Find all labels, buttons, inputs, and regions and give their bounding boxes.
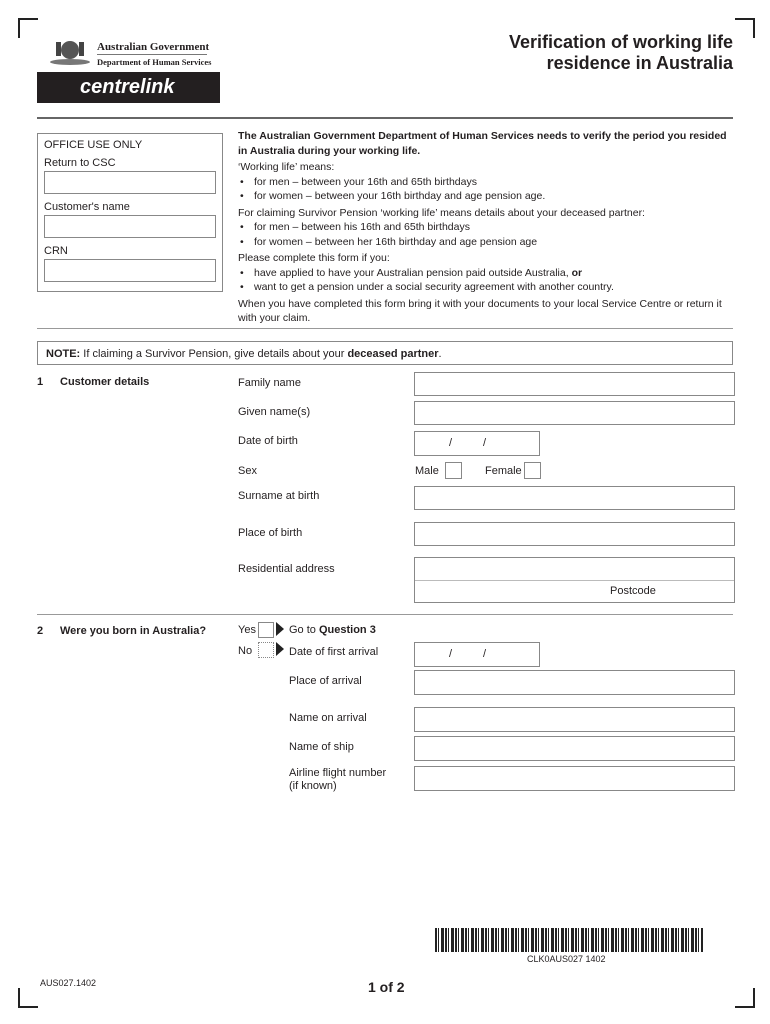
question-number: 2 <box>37 625 44 637</box>
return-csc-input[interactable] <box>44 171 216 194</box>
coat-of-arms-icon <box>48 34 92 66</box>
question-title: Were you born in Australia? <box>60 625 207 637</box>
form-code: AUS027.1402 <box>40 978 97 988</box>
divider <box>97 54 207 55</box>
given-name-label: Given name(s) <box>238 406 311 418</box>
arrival-date-input[interactable] <box>414 642 540 667</box>
flight-number-input[interactable] <box>414 766 735 791</box>
date-separator: / <box>449 648 453 660</box>
date-separator: / <box>483 437 487 449</box>
no-checkbox[interactable] <box>258 642 274 658</box>
crn-input[interactable] <box>44 259 216 282</box>
sex-label: Sex <box>238 465 257 477</box>
female-checkbox[interactable] <box>524 462 541 479</box>
male-checkbox[interactable] <box>445 462 462 479</box>
question-title: Customer details <box>60 376 150 388</box>
family-name-input[interactable] <box>414 372 735 396</box>
customer-label: Customer's name <box>44 201 130 213</box>
page-title: Verification of working life residence in Australia <box>508 32 733 73</box>
question-number: 1 <box>37 376 44 388</box>
date-separator: / <box>483 648 487 660</box>
barcode <box>435 928 703 952</box>
yes-checkbox[interactable] <box>258 622 274 638</box>
female-label: Female <box>485 465 522 477</box>
divider <box>37 614 733 615</box>
arrow-right-icon <box>276 642 284 656</box>
place-of-arrival-input[interactable] <box>414 670 735 695</box>
no-label: No <box>238 645 253 657</box>
office-heading: OFFICE USE ONLY <box>44 139 143 151</box>
given-name-input[interactable] <box>414 401 735 425</box>
date-separator: / <box>449 437 453 449</box>
place-of-birth-input[interactable] <box>414 522 735 546</box>
family-name-label: Family name <box>238 377 301 389</box>
surname-at-birth-input[interactable] <box>414 486 735 510</box>
return-label: Return to CSC <box>44 157 116 169</box>
name-on-arrival-input[interactable] <box>414 707 735 732</box>
divider <box>37 117 733 119</box>
crop-mark <box>735 988 755 1008</box>
yes-label: Yes <box>238 624 256 636</box>
crop-mark <box>18 18 38 38</box>
dept-name: Department of Human Services <box>97 57 212 67</box>
address-label: Residential address <box>238 563 335 575</box>
arrow-right-icon <box>276 622 284 636</box>
dob-input[interactable] <box>414 431 540 456</box>
arrival-date-label: Date of first arrival <box>289 646 379 658</box>
flight-label: Airline flight number (if known) <box>289 767 387 792</box>
customer-name-input[interactable] <box>44 215 216 238</box>
ship-label: Name of ship <box>289 741 354 753</box>
ship-input[interactable] <box>414 736 735 761</box>
place-of-arrival-label: Place of arrival <box>289 675 362 687</box>
note-box: NOTE: If claiming a Survivor Pension, give details about your deceased partner. <box>37 341 733 365</box>
crop-mark <box>18 988 38 1008</box>
gov-name: Australian Government <box>97 41 210 53</box>
centrelink-logo: centrelink <box>37 72 220 103</box>
name-on-arrival-label: Name on arrival <box>289 712 367 724</box>
male-label: Male <box>415 465 439 477</box>
office-use-box <box>37 133 223 292</box>
intro-text: The Australian Government Department of Human Services needs to verify the period you resided in Australia during your working life. ‘Working life’ means: • for men – between your 16th and 65th birthdays • for women – between your 16th birthday and age pension age. For claiming Survivor Pension ‘working life’ means details about your deceased partner: • for men – between his 16th and 65th birthdays • for women – between her 16th birthday and age pension age Please complete this form if you: • have applied to have your Australian pension paid outside Australia, or • want to get a pension under a social security agreement with another country. When you have completed this form bring it with your documents to your local Service Centre or return it with your claim. <box>238 129 734 326</box>
surname-label: Surname at birth <box>238 490 320 502</box>
place-of-birth-label: Place of birth <box>238 527 303 539</box>
divider <box>37 328 733 329</box>
crop-mark <box>735 18 755 38</box>
page-number: 1 of 2 <box>368 979 405 995</box>
form-page: Australian Government Department of Human Services centrelink Verification of working life residence in Australia OFFICE USE ONLY Return to CSC Customer's name CRN The Australian Government Department of Human Services needs to verify the period you resided in Australia during your working life. ‘Working life’ means: • for men – between your 16th and 65th birthdays • for women – between your 16th birthday and age pension age. For claiming Survivor Pension ‘working life’ means details about your deceased partner: • for men – between his 16th and 65th birthdays • for women – between her 16th birthday and age pension age Please complete this form if you: • have applied to have your Australian pension paid outside Australia, or • want to get a pension under a social security agreement with another country. When you have completed this form bring it with your documents to your local Service Centre or return it with your claim. NOTE: If claiming a Survivor Pension, give details about your deceased partner. 1 Customer details Family name Given name(s) Date of birth / / Sex Male Female Surname at birth Place of birth Residential address Postcode 2 Were you born in Australia? Yes Go to Question 3 No Date of first arrival / / Place of arrival Name on arrival Name of ship Airline flight number (if known) CLK0AUS027 1402 AUS027.1402 1 of 2 <box>0 0 770 1024</box>
barcode-text: CLK0AUS027 1402 <box>527 954 606 964</box>
dob-label: Date of birth <box>238 435 298 447</box>
crn-label: CRN <box>44 245 68 257</box>
residential-address-input[interactable] <box>414 557 735 603</box>
postcode-label: Postcode <box>610 585 656 597</box>
